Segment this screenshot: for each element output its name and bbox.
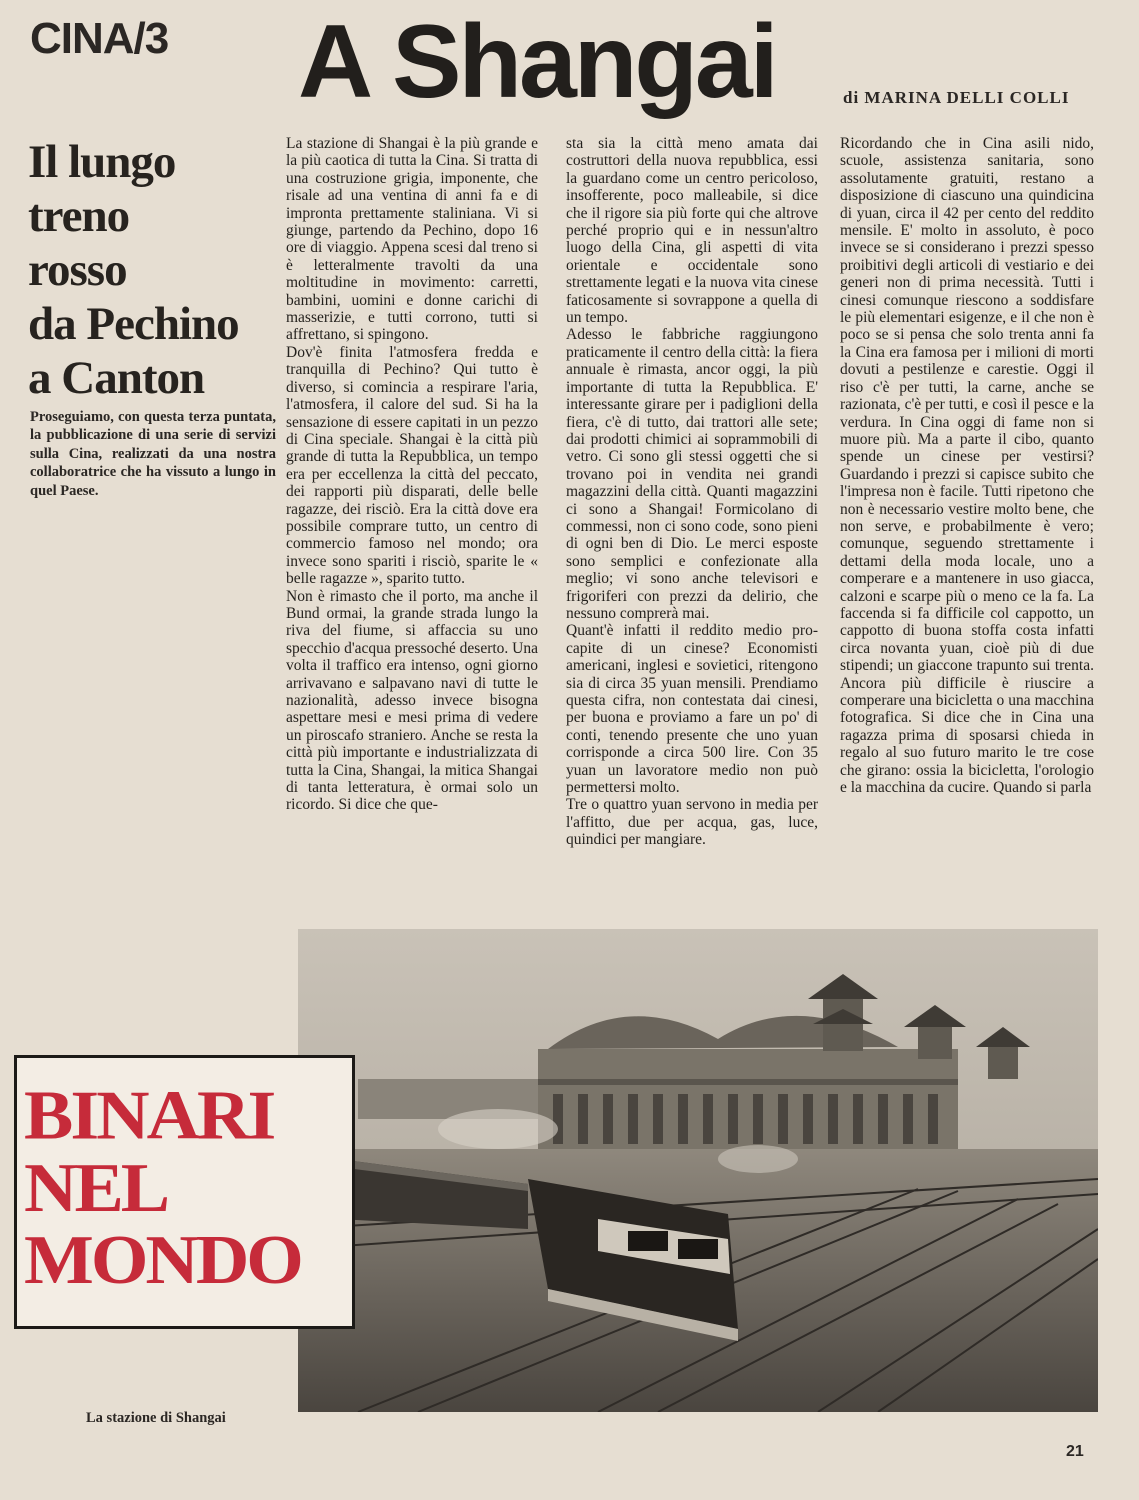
subtitle-line: Il lungo xyxy=(28,136,176,188)
byline: di MARINA DELLI COLLI xyxy=(843,88,1070,107)
section-logo xyxy=(24,1076,346,1300)
article-subtitle xyxy=(28,135,268,405)
paragraph: sta sia la città meno amata dai costruttori della nuova repubblica, essi la guardano come un centro pericoloso, insofferente, poco malleabile, si dice che il rigore sia più forte qui che altrove perché proprio qui e in nessun'altro luogo della Cina, gli aspetti di vita orientale e occidentale sono strettamente legati e la nuova vita cinese faticosamente si sovrappone a quella di un tempo. xyxy=(566,135,818,327)
paragraph: Dov'è finita l'atmosfera fredda e tranquilla di Pechino? Qui tutto è diverso, si comincia a respirare l'aria, l'atmosfera, il calore del sud. Si ha la sensazione di essere capitati in un pezzo di Cina speciale. Shangai è la città più grande di tutta la Repubblica, un tempo era per eccellenza la città del peccato, dei rapporti più disparati, delle belle ragazze, dei risciò. Era la città dove era possibile comprare tutto, un centro di commercio famoso nel mondo; ora invece sono spariti i risciò, sparite le « belle ragazze », sparito tutto. xyxy=(286,343,538,588)
intro-paragraph: Proseguiamo, con questa terza puntata, la pubblicazione di una serie di servizi sulla Cina, realizzati da una nostra collaboratrice che ha vissuto a lungo in quel Paese. xyxy=(30,409,276,499)
logo-line: MONDO xyxy=(24,1221,301,1300)
subtitle-line: a Canton xyxy=(28,352,205,404)
station-photo xyxy=(298,929,1098,1412)
paragraph: Quant'è infatti il reddito medio pro-capite di un cinese? Economisti americani, inglesi e sovietici, ritengono sia di circa 35 yuan mensili. Prendiamo questa cifra, non contestata dai cinesi, per buona e proviamo a fare un po' di conti, tenendo presente che uno yuan corrisponde a circa 500 lire. Con 35 yuan un lavoratore medio non può permettersi molto. xyxy=(566,622,818,797)
text-column-1 xyxy=(286,135,538,920)
article-title: A Shangai xyxy=(298,4,776,120)
text-column-3 xyxy=(840,135,1094,920)
subtitle-line: treno xyxy=(28,190,130,242)
paragraph: Non è rimasto che il porto, ma anche il Bund ormai, la grande strada lungo la riva del fiume, si affaccia su uno specchio d'acqua pressoché deserto. Una volta il traffico era intenso, ogni giorno arrivavano e salpavano navi di tutte le nazionalità, adesso invece bisogna aspettare mesi e mesi prima di vedere un piroscafo straniero. Anche se resta la città più importante e industrializzata di tutta la Cina, Shangai, la mitica Shangai di tanta letteratura, è ormai solo un ricordo. Si dice che que- xyxy=(286,587,538,814)
subtitle-line: rosso xyxy=(28,244,127,296)
page-number: 21 xyxy=(1066,1443,1084,1460)
series-label: CINA/3 xyxy=(30,14,169,63)
paragraph: Adesso le fabbriche raggiungono praticamente il centro della città: la fiera annuale è rimasta, ancor oggi, la più importante di tutta la Repubblica. E' interessante girare per i padiglioni della fiera, c'è di tutto, dai trattori alle sete; dai prodotti chimici ai soprammobili di vetro. Ci sono gli stessi oggetti che si trovano poi in vendita nei grandi magazzini della città. Quanti magazzini ci sono a Shangai! Formicolano di commessi, non ci sono code, sono pieni di ogni ben di Dio. Le merci esposte sono semplici e confezionate alla meglio; vi sono anche televisori e frigoriferi con prezzi da delirio, che nessuno comprerà mai. xyxy=(566,326,818,622)
text-column-2 xyxy=(566,135,818,920)
subtitle-line: da Pechino xyxy=(28,298,239,350)
logo-line: NEL xyxy=(24,1149,168,1227)
paragraph: Ricordando che in Cina asili nido, scuole, assistenza sanitaria, sono assolutamente gratuiti, restano a disposizione di ciascuno una quindicina di yuan, circa il 42 per cento del reddito mensile. E' molto in assoluto, è poco invece se si considerano i prezzi spesso proibitivi degli articoli di vestiario e dei generi non di prima necessità. Tutti i cinesi comunque riescono a soddisfare le più elementari esigenze, e il che non è poco se si pensa che solo trenta anni fa la Cina era famosa per i milioni di morti dovuti a pestilenze e carestie. Oggi il riso c'è per tutti, la carne, anche se razionata, c'è per tutti, e così il pesce e la verdura. In Cina oggi di fame non si muore più. Ma a parte il cibo, quanto spende un cinese per vestirsi? Guardando i prezzi si capisce subito che l'impresa non è facile. Tutti ripetono che non è necessario vestire molto bene, che non serve, e probabilmente è vero; comunque, seguendo strettamente i dettami della moda locale, uno a comperare e a mantenere in uso giacca, calzoni e scarpe più o meno ce la fa. La faccenda si fa difficile col cappotto, un cappotto di buona stoffa costa infatti circa novanta yuan, cioè più di due stipendi; un giaccone trapunto sui trenta. Ancora più difficile è riuscire a comperare una bicicletta o una macchina fotografica. Si dice che in Cina una ragazza prima di sposarsi chieda in regalo al suo futuro marito le tre cose che girano: ossia la bicicletta, l'orologio e la macchina da cucire. Quando si parla xyxy=(840,135,1094,797)
logo-line: BINARI xyxy=(24,1076,274,1155)
paragraph: La stazione di Shangai è la più grande e la più caotica di tutta la Cina. Si tratta di una costruzione grigia, imponente, che risale ad una ventina di anni fa e di impronta prettamente staliniana. Vi si giunge, partendo da Pechino, dopo 16 ore di viaggio. Appena scesi dal treno si è letteralmente travolti da una moltitudine in movimento: carretti, bambini, uomini e donne carichi di masserizie, e tutti corrono, tutti si affrettano, si spingono. xyxy=(286,135,538,344)
photo-caption: La stazione di Shangai xyxy=(86,1410,226,1426)
paragraph: Tre o quattro yuan servono in media per l'affitto, due per acqua, gas, luce, quindici per mangiare. xyxy=(566,796,818,849)
